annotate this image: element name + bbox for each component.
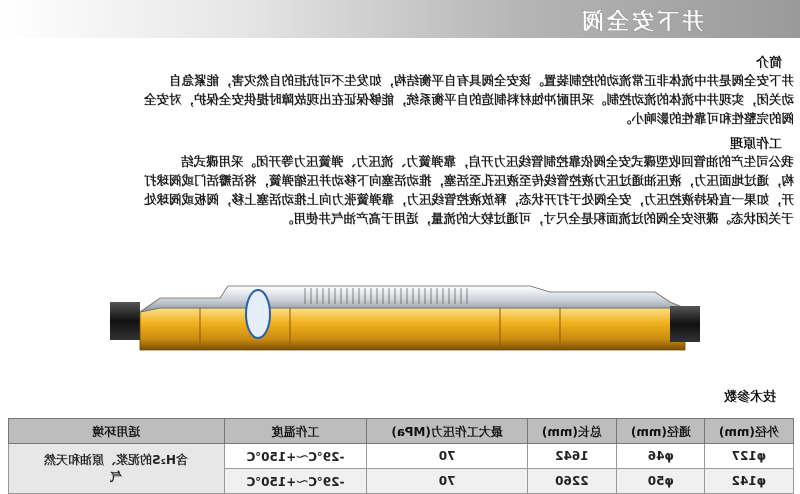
principle-line: 开，如果一直保持液控压力，安全阀处于打开状态，释放液控管线压力，靠弹簧张力向上推动活塞上移，阀板或阀球处 [143,192,794,207]
specs-heading: 技术参数 [723,390,776,405]
intro-line: 动关闭，实现井中流体的流动控制。采用耐冲蚀材料制造的自平衡系统，能够保证在出现故障时提供安全保护，对安全 [143,92,794,107]
thread-end-right [670,306,700,342]
principle-heading: 工作原理 [729,137,782,152]
specs-header-row [9,419,794,444]
safety-valve-illustration [110,272,700,352]
col-header-max-pressure: 最大工作压力(MPa) [366,419,527,444]
col-header-bore: 通径(mm) [616,419,705,444]
table-cell: 2260 [527,469,616,494]
intro-heading: 简介 [755,56,782,71]
principle-line: 于关闭状态。碟形安全阀的过流面积是全尺寸，可通过较大的流量，适用于高产油气井使用。 [281,211,794,226]
table-row [9,444,794,469]
principle-line: 构，通过地面压力，液压油通过压力液控管线传至液压孔至活塞，推动活塞向下移动并压缩弹簧，将活瓣活门或阀球打 [143,173,794,188]
table-cell: 70 [366,444,527,469]
table-cell: 70 [366,469,527,494]
table-cell: φ46 [616,444,705,469]
intro-line: 阀的完整性和可靠性的影响小。 [618,111,794,126]
flapper-disc [246,290,270,338]
col-header-od: 外径(mm) [705,419,794,444]
table-cell: -29℃～+150℃ [224,444,366,469]
table-cell: φ127 [705,444,794,469]
table-cell: φ142 [705,469,794,494]
thread-end-left [110,302,140,340]
col-header-temperature: 工作温度 [224,419,366,444]
environment-cell: 含H₂S的泥浆、原油和天然气 [9,444,225,494]
principle-line: 我公司生产的油管回收型碟式安全阀依靠控制管线压力开启，靠弹簧力、流压力、弹簧压力等开闭。采用碟式结 [181,154,794,169]
table-cell: φ50 [616,469,705,494]
table-cell: -29℃～+150℃ [224,469,366,494]
col-header-environment: 适用环境 [9,419,225,444]
col-header-length: 总长(mm) [527,419,616,444]
specs-table [8,418,794,494]
page-title: 井下安全阀 [578,10,704,35]
table-cell: 1642 [527,444,616,469]
intro-line: 井下安全阀是井中流体非正常流动的控制装置。该安全阀具有自平衡结构，如发生不可抗拒的自然灾害，能紧急自 [168,73,794,88]
